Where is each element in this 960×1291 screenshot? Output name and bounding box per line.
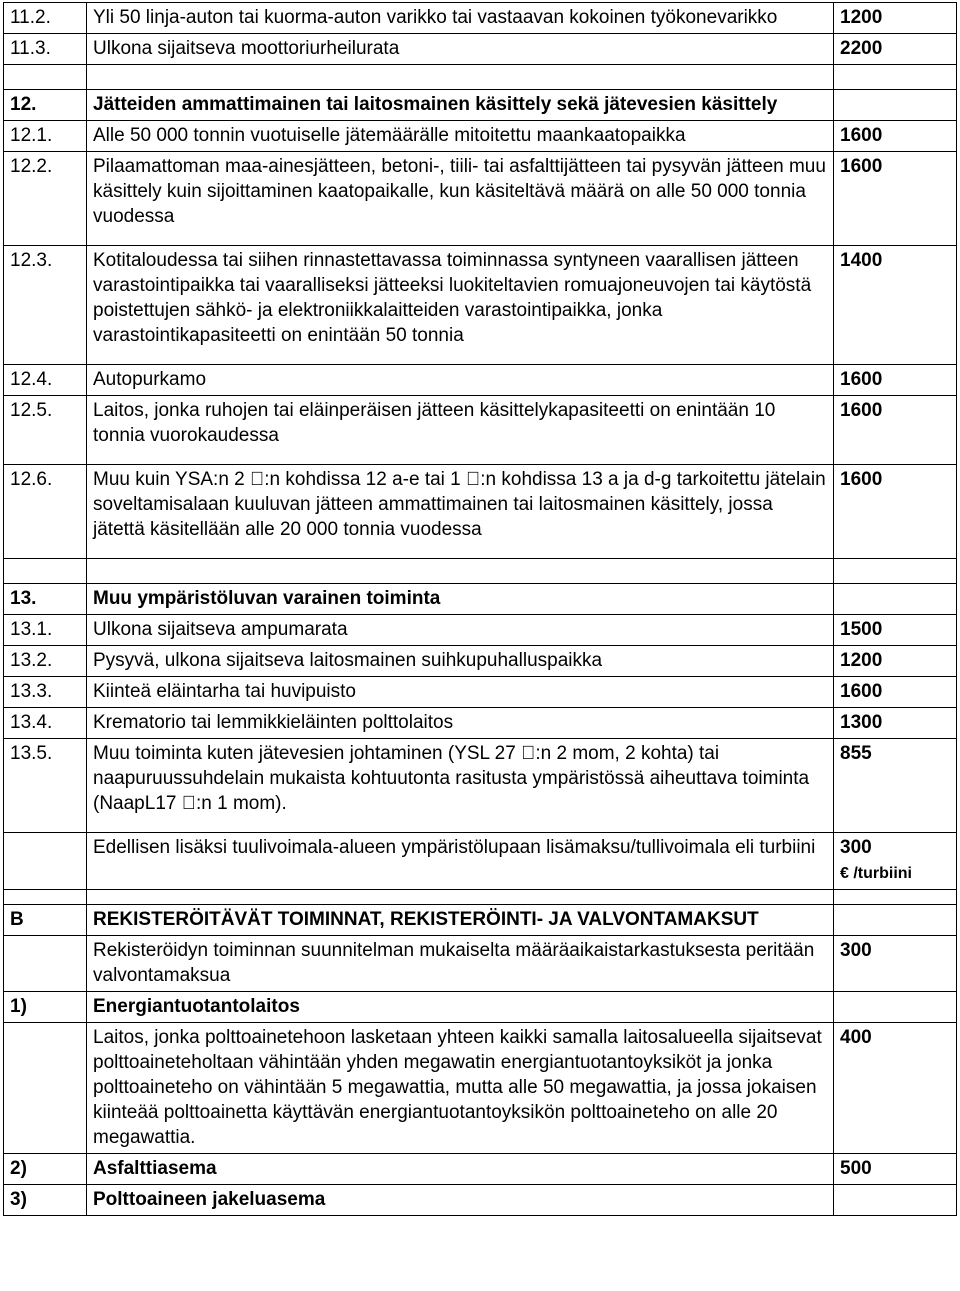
table-row bbox=[4, 465, 957, 559]
table-row bbox=[4, 365, 957, 396]
spacer-cell bbox=[834, 65, 957, 90]
row-fee bbox=[834, 992, 957, 1023]
row-fee: 1200 bbox=[834, 646, 957, 677]
row-description: Asfalttiasema bbox=[87, 1154, 834, 1185]
row-description: Ulkona sijaitseva moottoriurheilurata bbox=[87, 34, 834, 65]
table-row bbox=[4, 396, 957, 465]
row-description: Kiinteä eläintarha tai huvipuisto bbox=[87, 677, 834, 708]
row-number: 12.3. bbox=[4, 246, 87, 365]
table-row bbox=[4, 677, 957, 708]
row-number: 3) bbox=[4, 1185, 87, 1216]
row-fee: 1600 bbox=[834, 677, 957, 708]
row-fee: 1500 bbox=[834, 615, 957, 646]
row-fee: 1300 bbox=[834, 708, 957, 739]
row-description: Rekisteröidyn toiminnan suunnitelman mukaiselta määräaikaistarkastuksesta peritään valvontamaksua bbox=[87, 936, 834, 992]
spacer-cell bbox=[87, 65, 834, 90]
table-row bbox=[4, 121, 957, 152]
row-description: Autopurkamo bbox=[87, 365, 834, 396]
row-fee: 1600 bbox=[834, 365, 957, 396]
spacer-cell bbox=[87, 559, 834, 584]
row-number: 12.6. bbox=[4, 465, 87, 559]
row-description: Krematorio tai lemmikkieläinten polttolaitos bbox=[87, 708, 834, 739]
row-description: Edellisen lisäksi tuulivoimala-alueen ympäristölupaan lisämaksu/tullivoimala eli turbiini bbox=[87, 833, 834, 890]
row-fee: 1400 bbox=[834, 246, 957, 365]
row-description: Kotitaloudessa tai siihen rinnastettavassa toiminnassa syntyneen vaarallisen jätteen varastointipaikka tai vaaralliseksi jätteeksi luokiteltavien romuajoneuvojen tai käytöstä poistettujen sähkö- ja elektroniikkalaitteiden varastointipaikka, jonka varastointikapasiteetti on enintään 50 tonnia bbox=[87, 246, 834, 365]
section-heading-row bbox=[4, 992, 957, 1023]
row-number: 13.2. bbox=[4, 646, 87, 677]
section-heading-row bbox=[4, 1154, 957, 1185]
row-number: 2) bbox=[4, 1154, 87, 1185]
row-description: Laitos, jonka ruhojen tai eläinperäisen jätteen käsittelykapasiteetti on enintään 10 tonnia vuorokaudessa bbox=[87, 396, 834, 465]
table-row bbox=[4, 1023, 957, 1154]
row-fee: 2200 bbox=[834, 34, 957, 65]
spacer-cell bbox=[4, 65, 87, 90]
table-row bbox=[4, 34, 957, 65]
row-number: 13.4. bbox=[4, 708, 87, 739]
spacer-cell bbox=[4, 559, 87, 584]
row-fee: 400 bbox=[834, 1023, 957, 1154]
table-row bbox=[4, 936, 957, 992]
table-row bbox=[4, 3, 957, 34]
section-heading-row bbox=[4, 905, 957, 936]
row-number: 12. bbox=[4, 90, 87, 121]
table-row bbox=[4, 615, 957, 646]
spacer-cell bbox=[834, 890, 957, 905]
spacer-row bbox=[4, 559, 957, 584]
spacer-cell bbox=[87, 890, 834, 905]
row-number: 1) bbox=[4, 992, 87, 1023]
row-number: 13.3. bbox=[4, 677, 87, 708]
row-description: Polttoaineen jakeluasema bbox=[87, 1185, 834, 1216]
row-number: B bbox=[4, 905, 87, 936]
row-fee: 300 bbox=[834, 936, 957, 992]
table-row bbox=[4, 833, 957, 890]
row-fee bbox=[834, 905, 957, 936]
table-row bbox=[4, 708, 957, 739]
row-number: 12.1. bbox=[4, 121, 87, 152]
fee-table bbox=[3, 2, 957, 1216]
row-description: Alle 50 000 tonnin vuotuiselle jätemäärälle mitoitettu maankaatopaikka bbox=[87, 121, 834, 152]
row-fee bbox=[834, 584, 957, 615]
section-heading-row bbox=[4, 90, 957, 121]
row-description: Yli 50 linja-auton tai kuorma-auton varikko tai vastaavan kokoinen työkonevarikko bbox=[87, 3, 834, 34]
row-description: Laitos, jonka polttoainetehoon lasketaan yhteen kaikki samalla laitosalueella sijaitsevat polttoaineteholtaan vähintään yhden megawatin energiantuotantoyksiköt ja jonka polttoaineteho on vähintään 5 megawattia, mutta alle 50 megawattia, ja jossa jokaisen kiinteää polttoainetta käyttävän energiantuotantoyksikön polttoaineteho on alle 20 megawattia. bbox=[87, 1023, 834, 1154]
row-fee: 855 bbox=[834, 739, 957, 833]
row-fee: 1600 bbox=[834, 396, 957, 465]
table-row bbox=[4, 739, 957, 833]
row-fee bbox=[834, 1185, 957, 1216]
spacer-row bbox=[4, 890, 957, 905]
table-row bbox=[4, 246, 957, 365]
row-number: 12.5. bbox=[4, 396, 87, 465]
row-description: Energiantuotantolaitos bbox=[87, 992, 834, 1023]
row-number: 11.2. bbox=[4, 3, 87, 34]
row-description: Jätteiden ammattimainen tai laitosmainen käsittely sekä jätevesien käsittely bbox=[87, 90, 834, 121]
row-fee: 500 bbox=[834, 1154, 957, 1185]
spacer-cell bbox=[4, 890, 87, 905]
table-row bbox=[4, 646, 957, 677]
table-row bbox=[4, 152, 957, 246]
row-number: 12.2. bbox=[4, 152, 87, 246]
row-fee-group bbox=[834, 833, 957, 890]
row-description: Pysyvä, ulkona sijaitseva laitosmainen suihkupuhalluspaikka bbox=[87, 646, 834, 677]
row-number: 13.1. bbox=[4, 615, 87, 646]
row-number bbox=[4, 936, 87, 992]
row-fee bbox=[834, 90, 957, 121]
section-heading-row bbox=[4, 1185, 957, 1216]
row-description: Ulkona sijaitseva ampumarata bbox=[87, 615, 834, 646]
row-number: 12.4. bbox=[4, 365, 87, 396]
spacer-row bbox=[4, 65, 957, 90]
section-heading-row bbox=[4, 584, 957, 615]
row-description: Muu toiminta kuten jätevesien johtaminen (YSL 27 :n 2 mom, 2 kohta) tai naapuruussuhdelain mukaista kohtuutonta rasitusta ympäristössä aiheuttava toiminta (NaapL17 :n 1 mom). bbox=[87, 739, 834, 833]
fee-unit: € /turbiini bbox=[840, 865, 912, 882]
row-fee: 1600 bbox=[834, 465, 957, 559]
row-fee: 1200 bbox=[834, 3, 957, 34]
row-description: Muu kuin YSA:n 2 :n kohdissa 12 a-e tai 1 :n kohdissa 13 a ja d-g tarkoitettu jätelain soveltamisalaan kuuluvan jätteen ammattimainen tai laitosmainen käsittely, jossa jätettä käsitellään alle 20 000 tonnia vuodessa bbox=[87, 465, 834, 559]
row-number bbox=[4, 1023, 87, 1154]
row-fee: 1600 bbox=[834, 152, 957, 246]
spacer-cell bbox=[834, 559, 957, 584]
row-number: 13.5. bbox=[4, 739, 87, 833]
row-fee: 300 bbox=[840, 837, 872, 858]
row-description: Pilaamattoman maa-ainesjätteen, betoni-, tiili- tai asfalttijätteen tai pysyvän jätteen muu käsittely kuin sijoittaminen kaatopaikalle, kun käsiteltävä määrä on alle 50 000 tonnia vuodessa bbox=[87, 152, 834, 246]
row-number: 13. bbox=[4, 584, 87, 615]
row-description: REKISTERÖITÄVÄT TOIMINNAT, REKISTERÖINTI- JA VALVONTAMAKSUT bbox=[87, 905, 834, 936]
row-number: 11.3. bbox=[4, 34, 87, 65]
row-fee: 1600 bbox=[834, 121, 957, 152]
row-number bbox=[4, 833, 87, 890]
row-description: Muu ympäristöluvan varainen toiminta bbox=[87, 584, 834, 615]
